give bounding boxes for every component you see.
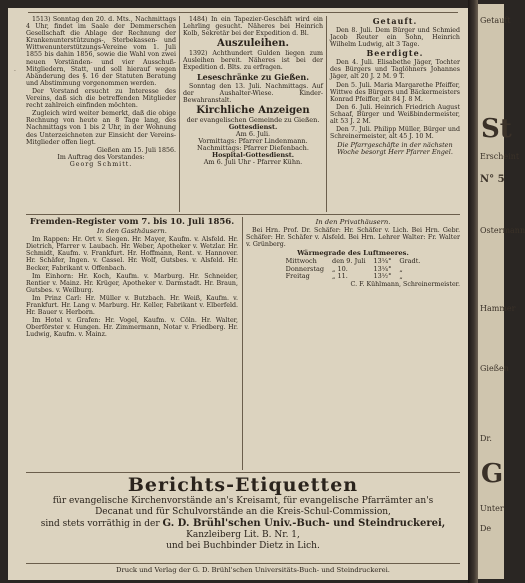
book-gutter bbox=[468, 0, 478, 583]
column-2 bbox=[183, 16, 323, 212]
advertisement-firm-line bbox=[26, 518, 460, 530]
page-fragment: St bbox=[481, 114, 512, 144]
visitor-register-continued bbox=[246, 217, 460, 470]
margin-mark: · bbox=[14, 68, 16, 75]
baptized-heading: Getauft. bbox=[372, 16, 418, 26]
newspaper-page bbox=[8, 8, 468, 580]
register-entry: Im Einhorn: Hr. Koch, Kaufm. v. Marburg. Hr. Schneider, Rentier v. Mainz. Hr. Krüger, Apotheker v. Darmstadt. Hr. Braun, Gutsbes. v. Weilburg. bbox=[26, 272, 238, 294]
unit-cell: Gradt. bbox=[399, 257, 421, 266]
printer-imprint: Druck und Verlag der G. D. Brühl'schen Universitäts-Buch- und Steindruckerei. bbox=[116, 566, 390, 574]
temperature-heading: Wärmegrade des Luftmeeres. bbox=[297, 249, 409, 258]
parish-notice: Die Pfarrgeschäfte in der nächsten Woche besorgt Herr Pfarrer Engel. bbox=[337, 141, 453, 157]
reading-heading: Leseschränke zu Gießen. bbox=[196, 71, 309, 82]
lending-notice: 1392) Achthundert Gulden liegen zum Ausleihen bereit. Näheres ist bei der Expedition d. Blts. zu erfragen. bbox=[183, 50, 323, 72]
day-cell: Donnerstag bbox=[285, 264, 325, 273]
column-divider bbox=[326, 16, 327, 212]
etiquette-advertisement bbox=[26, 474, 460, 562]
section-rule bbox=[26, 214, 460, 215]
notice-signed: Im Auftrag des Vorstandes: bbox=[57, 153, 145, 161]
unit-cell: „ bbox=[399, 264, 403, 273]
burials-heading: Beerdigte. bbox=[366, 48, 424, 59]
visitor-register-title: Fremden-Register vom 7. bis 10. Juli 1856. bbox=[29, 217, 235, 227]
private-heading: In den Privathäusern. bbox=[315, 218, 391, 226]
services-date: Am 6. Juli. bbox=[235, 130, 271, 139]
hospital-line: Am 6. Juli Uhr - Pfarrer Kühn. bbox=[203, 158, 303, 167]
adjacent-page bbox=[478, 4, 525, 579]
church-heading: Kirchliche Anzeigen bbox=[196, 104, 310, 116]
page-fragment: De bbox=[480, 524, 492, 533]
inns-heading: In den Gasthäusern. bbox=[97, 227, 167, 236]
page-fragment: Unter bbox=[480, 504, 504, 513]
association-notice-2: Der Vorstand ersucht zu Interesse des Vereins, daß sich die betreffenden Mitglieder recht zahlreich einfinden möchten. bbox=[26, 87, 176, 110]
burial-entry: Den 7. Juli. Philipp Müller, Bürger und Schreinermeister, alt 45 J. 10 M. bbox=[330, 126, 460, 141]
column-1 bbox=[26, 16, 176, 212]
day-cell: Freitag bbox=[285, 271, 310, 280]
value-cell: 13¼° bbox=[373, 264, 392, 273]
page-fragment: N° 5 bbox=[480, 174, 505, 185]
value-cell: 13½° bbox=[373, 271, 392, 280]
temperature-signed: C. F. Kühlmann, Schreinermeister. bbox=[350, 280, 460, 288]
page-fragment: Hammer bbox=[480, 304, 516, 313]
column-divider bbox=[242, 217, 243, 470]
notice-date: Gießen am 15. Juli 1856. bbox=[96, 146, 176, 154]
notice-signer: Georg Schmitt. bbox=[69, 160, 133, 168]
advertisement-firm: G. D. Brühl'schen Univ.-Buch- und Steindruckerei, bbox=[162, 518, 446, 529]
page-fragment: Ostermann bbox=[480, 226, 525, 235]
services-label: Gottesdienst. bbox=[228, 122, 278, 131]
date-cell: den 9. Juli bbox=[332, 257, 366, 266]
page-fragment: Gießen bbox=[480, 364, 509, 373]
advertisement-address: Kanzleiberg Lit. B. Nr. 1, bbox=[186, 530, 300, 540]
hospital-label: Hospital-Gottesdienst. bbox=[211, 151, 295, 160]
advertisement-line: sind stets vorräthig in der bbox=[40, 519, 160, 529]
advertisement-title: Berichts-Etiquetten bbox=[127, 474, 359, 496]
apprentice-notice: 1484) In ein Tapezier-Geschäft wird ein Lehrling gesucht. Näheres bei Heinrich Kolb, Sekretär bei der Expedition d. Bl. bbox=[183, 16, 323, 38]
church-subheading: der evangelischen Gemeinde zu Gießen. bbox=[186, 115, 320, 124]
lending-heading: Auszuleihen. bbox=[217, 38, 289, 50]
footer-rule bbox=[26, 563, 460, 564]
services-line-1: Vormittags: Pfarrer Lindenmann. bbox=[198, 137, 308, 146]
burial-entry: Den 6. Juli. Heinrich Friedrich August Schaaf, Bürger und Weißbindermeister, alt 53 J. 2 M. bbox=[330, 103, 460, 126]
reading-notice: Sonntag den 13. Juli. Nachmittags. Auf der Aushalter-Wiese. Kinder-Bewahranstalt. bbox=[183, 82, 323, 104]
date-cell: „ 11. bbox=[332, 271, 348, 280]
association-notice: 1513) Sonntag den 20. d. Mts., Nachmittags 4 Uhr, findet im Saale der Demmerschen Gesellschaft die Ablage der Rechnung der Krankenunterstützungs-, Sterbekassen- und Wittwenunterstützungs-Vereine vom 1. Juli 1855 bis dahin 1856, sowie die Wahl von zwei neuen Vorständen- und vier Ausschuß-Mitgliedern, Statt, und soll hierauf wegen Abänderung des §. 16 der Statuten Beratung und Abstimmung vorgenommen werden. bbox=[26, 16, 176, 87]
services-line-2: Nachmittags: Pfarrer Diefenbach. bbox=[197, 144, 309, 153]
visitor-register bbox=[26, 217, 238, 470]
register-entry: Im Rappen: Hr. Ort v. Siegen. Hr. Mayer, Kaufm. v. Alsfeld. Hr. Dietrich, Pfarrer v. Laubach. Hr. Weber, Apotheker v. Wetzlar. Hr. Schmidt, Kaufm. v. Frankfurt. Hr. Hoffmann, Rent. v. Hannover. Hr. Schäfer, Ingen. v. Cassel. Hr. Wolf, Gutsbes. v. Alsfeld. Hr. Becker, Fabrikant v. Offenbach. bbox=[26, 236, 238, 272]
register-entry: Im Hotel v. Grafen: Hr. Vogel, Kaufm. v. Cöln. Hr. Walter, Oberförster v. Hungen. Hr. Zimmermann, Notar v. Friedberg. Hr. Ludwig, Kaufm. v. Mainz. bbox=[26, 317, 238, 339]
advertisement-line: Decanat und für Schulvorstände an die Kreis-Schul-Commission, bbox=[95, 507, 391, 517]
page-fragment: Erscheint bbox=[480, 152, 520, 161]
day-cell: Mittwoch bbox=[285, 257, 317, 266]
page-fragment: Dr. bbox=[480, 434, 492, 443]
burial-entry: Den 4. Juli. Elisabethe Jäger, Tochter des Bürgers und Taglöhners Johannes Jäger, alt 20 J. 2 M. 9 T. bbox=[330, 59, 460, 81]
column-divider bbox=[179, 16, 180, 212]
value-cell: 13¼° bbox=[373, 257, 392, 266]
register-entry: Bei Hrn. Prof. Dr. Schäfer: Hr. Schäfer v. Lich. Bei Hrn. Gebr. Schäfer: Hr. Schäfer v. Alsfeld. Bei Hrn. Lehrer Walter: Fr. Walter v. Grünberg. bbox=[246, 227, 460, 249]
advertisement-line: für evangelische Kirchenvorstände an's Kreisamt, für evangelische Pfarrämter an's bbox=[52, 496, 434, 506]
unit-cell: „ bbox=[399, 271, 403, 280]
page-fragment: Getauft bbox=[480, 16, 511, 25]
association-notice-3: Zugleich wird weiter bemerkt, daß die obige Rechnung von heute an 8 Tage lang, des Nachmittags von 1 bis 2 Uhr, in der Wohnung des Unterzeichneten zur Einsicht der Vereins-Mitglieder offen liegt. bbox=[26, 110, 176, 146]
baptized-entry: Den 8. Juli. Dem Bürger und Schmied Jacob Reuter ein Sohn, Heinrich Wilhelm Ludwig, alt 3 Tage. bbox=[330, 27, 460, 49]
top-rule bbox=[28, 12, 458, 13]
date-cell: „ 10. bbox=[332, 264, 348, 273]
burial-entry: Den 5. Juli. Maria Margarethe Pfeiffer, Wittwe des Bürgers und Bäckermeisters Konrad Pfeiffer, alt 84 J. 8 M. bbox=[330, 81, 460, 103]
temperature-table bbox=[246, 250, 460, 287]
section-rule bbox=[26, 472, 460, 473]
column-3 bbox=[330, 16, 460, 212]
table-row bbox=[282, 273, 425, 280]
register-entry: Im Prinz Carl: Hr. Müller v. Butzbach. Hr. Weiß, Kaufm. v. Frankfurt. Hr. Lang v. Marburg. Hr. Keller, Fabrikant v. Elberfeld. Hr. Bauer v. Herborn. bbox=[26, 294, 238, 317]
advertisement-line: und bei Buchbinder Dietz in Lich. bbox=[166, 541, 320, 551]
page-fragment: G bbox=[481, 459, 504, 489]
